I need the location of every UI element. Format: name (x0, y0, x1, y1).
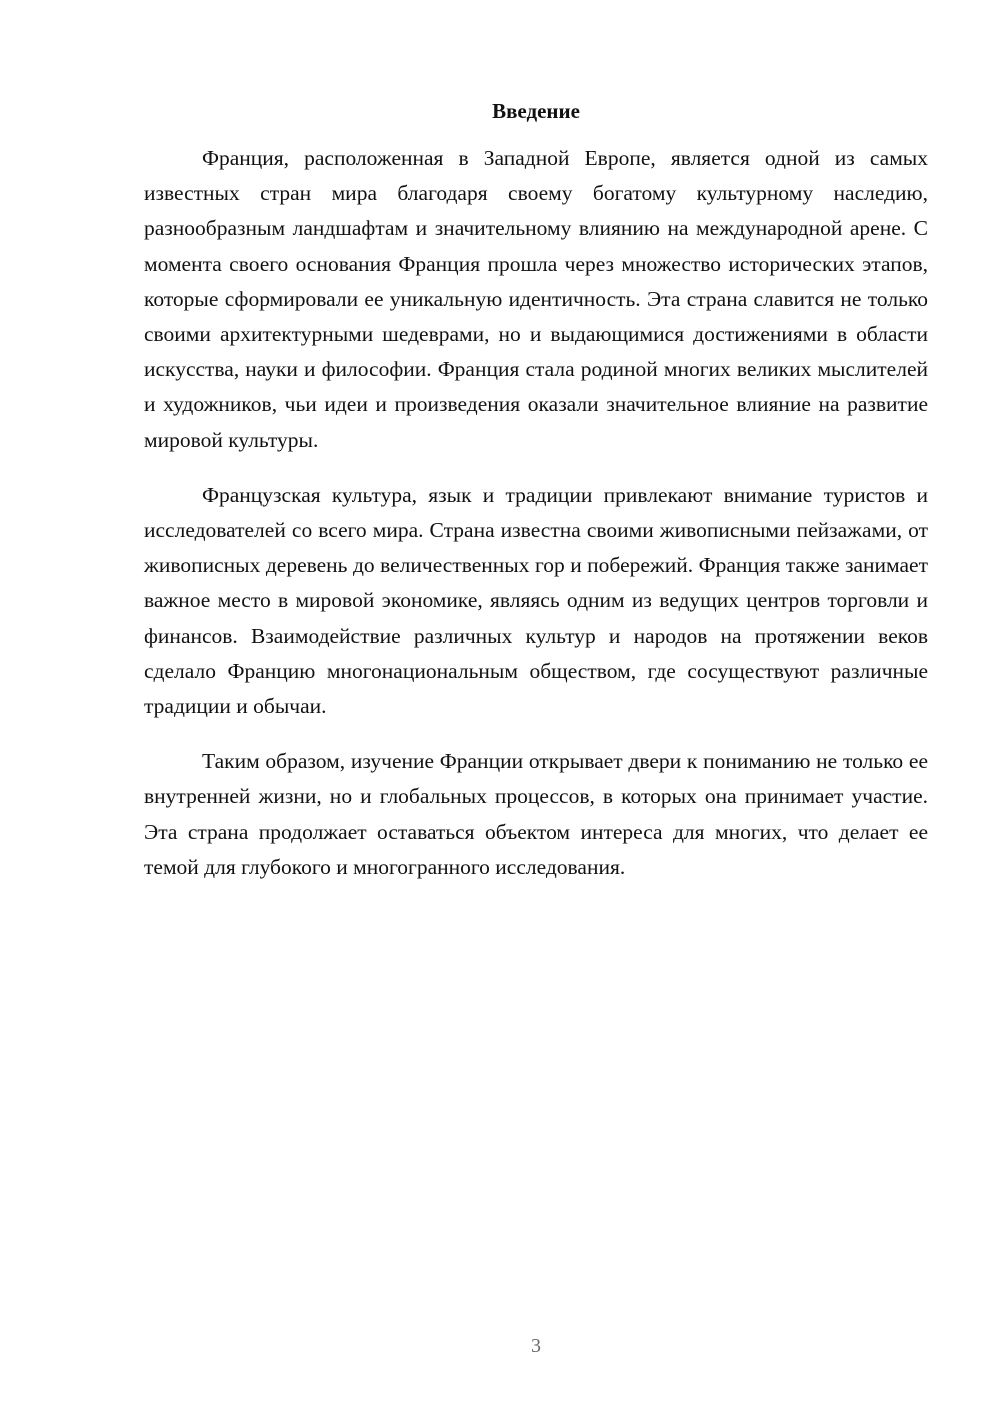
body-text (144, 141, 928, 905)
paragraph-1: Франция, расположенная в Западной Европе, является одной из самых известных стран мира благодаря своему богатому культурному наследию, разнообразным ландшафтам и значительному влиянию на международной арене. С момента своего основания Франция прошла через множество исторических этапов, которые сформировали ее уникальную идентичность. Эта страна славится не только своими архитектурными шедеврами, но и выдающимися достижениями в области искусства, науки и философии. Франция стала родиной многих великих мыслителей и художников, чьи идеи и произведения оказали значительное влияние на развитие мировой культуры. (144, 146, 928, 452)
paragraph-3: Таким образом, изучение Франции открывает двери к пониманию не только ее внутренней жизни, но и глобальных процессов, в которых она принимает участие. Эта страна продолжает оставаться объектом интереса для многих, что делает ее темой для глубокого и многогранного исследования. (144, 749, 928, 879)
page-title: Введение (492, 99, 580, 123)
paragraph-2: Французская культура, язык и традиции привлекают внимание туристов и исследователей со всего мира. Страна известна своими живописными пейзажами, от живописных деревень до величественных гор и побережий. Франция также занимает важное место в мировой экономике, являясь одним из ведущих центров торговли и финансов. Взаимодействие различных культур и народов на протяжении веков сделало Францию многонациональным обществом, где сосуществуют различные традиции и обычаи. (144, 482, 928, 719)
page-number: 3 (531, 1335, 541, 1357)
